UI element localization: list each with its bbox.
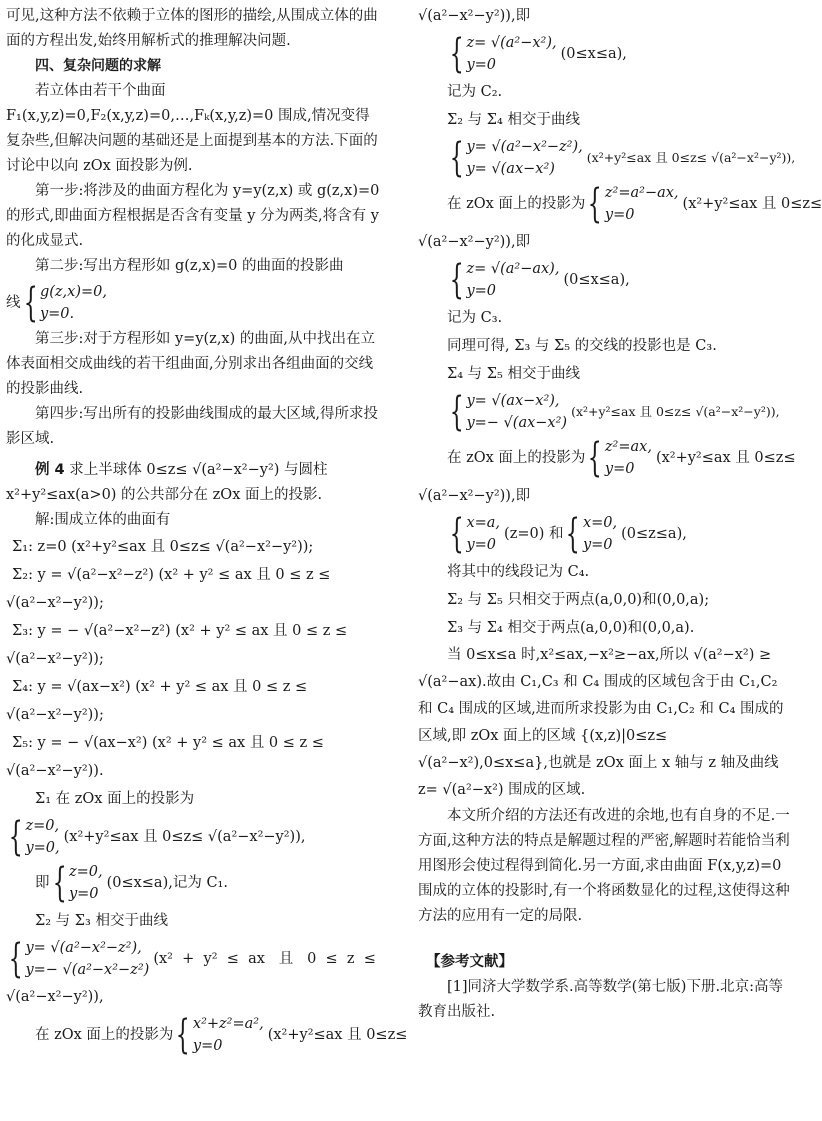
step-three: 第三步:对于方程形如 y=y(z,x) 的曲面,从中找出在立体表面相交成曲线的若干组曲面,分别求出各组曲面的交线的投影曲线.: [6, 331, 375, 397]
sigma-4-5-tail: √(a²−x²−y²)),即: [418, 488, 531, 504]
left-brace-icon: {: [449, 511, 464, 557]
reference-1: [1]同济大学数学系.高等数学(第七版)下册.北京:高等教育出版社.: [418, 979, 783, 1020]
segment-systems: { x=a, y=0 (z=0) 和 { x=0, y=0 (0≤z≤a),: [449, 511, 687, 557]
surface-1: Σ₁: z=0 (x²+y²≤ax 且 0≤z≤ √(a²−x²−y²));: [12, 539, 314, 555]
sigma-2-4-tail: √(a²−x²−y²)),即: [418, 234, 531, 250]
c3-system: { z= √(a²−ax), y=0 (0≤x≤a),: [449, 257, 630, 303]
surface-2: Σ₂: y = √(a²−x²−z²) (x² + y² ≤ ax 且 0 ≤ z ≤: [12, 567, 331, 583]
left-brace-icon: {: [176, 1012, 191, 1058]
projection-1-system: { z=0, y=0, (x²+y²≤ax 且 0≤z≤ √(a²−x²−y²)),: [8, 814, 306, 860]
final-paragraph: 本文所介绍的方法还有改进的余地,也有自身的不足.一方面,这种方法的特点是解题过程的严密,解题时若能恰当利用图形会使过程得到简化.另一方面,求由曲面 F(x,y,z)=0 围成的立体的投影时,有一个将函数显化的过程,这使得这种方法的应用有一定的局限.: [418, 808, 790, 924]
complex-paragraph: 若立体由若干个曲面 F₁(x,y,z)=0,F₂(x,y,z)=0,…,Fₖ(x,y,z)=0 围成,情况变得复杂些,但解决问题的基础还是上面提到基本的方法.下面的讨论中以向 zOx 面投影为例.: [6, 83, 378, 174]
step-two-system: 线 { g(z,x)=0, y=0.: [6, 280, 107, 326]
sigma-2-3-text: Σ₂ 与 Σ₃ 相交于曲线: [35, 913, 168, 929]
example-text: 求上半球体 0≤z≤ √(a²−x²−y²) 与圆柱 x²+y²≤ax(a>0) 的公共部分在 zOx 面上的投影.: [6, 462, 328, 503]
sigma-4-5-system: { y= √(ax−x²), y=− √(ax−x²) (x²+y²≤ax 且 0≤z≤ √(a²−x²−y²)),: [449, 389, 780, 435]
left-brace-icon: {: [52, 860, 67, 906]
sigma-2-4-system: { y= √(a²−x²−z²), y= √(ax−x²) (x²+y²≤ax 且 0≤z≤ √(a²−x²−y²)),: [449, 135, 796, 181]
left-brace-icon: {: [449, 257, 464, 303]
left-brace-icon: {: [566, 511, 581, 557]
sigma-4-5-projection: 在 zOx 面上的投影为 { z²=ax, y=0 (x²+y²≤ax 且 0≤z≤: [447, 435, 796, 481]
sigma-2-4-projection: 在 zOx 面上的投影为 { z²=a²−ax, y=0 (x²+y²≤ax 且 0≤z≤: [447, 181, 822, 227]
left-brace-icon: {: [449, 31, 464, 77]
section-heading: 四、复杂问题的求解: [35, 58, 161, 74]
left-brace-icon: {: [449, 389, 464, 435]
step-two: 第二步:写出方程形如 g(z,x)=0 的曲面的投影曲: [35, 258, 344, 274]
same-projection: 同理可得, Σ₃ 与 Σ₅ 的交线的投影也是 C₃.: [447, 338, 717, 354]
surface-5: Σ₅: y = − √(ax−x²) (x² + y² ≤ ax 且 0 ≤ z ≤: [12, 735, 324, 751]
c2-note: 记为 C₂.: [447, 84, 503, 100]
left-brace-icon: {: [23, 280, 38, 326]
surface-3: Σ₃: y = − √(a²−x²−z²) (x² + y² ≤ ax 且 0 ≤ z ≤: [12, 623, 348, 639]
surface-5-tail: √(a²−x²−y²)).: [6, 763, 104, 779]
right-top-line: √(a²−x²−y²)),即: [418, 8, 531, 24]
sigma-2-3-tail: √(a²−x²−y²)),: [6, 989, 104, 1005]
sigma-2-5: Σ₂ 与 Σ₅ 只相交于两点(a,0,0)和(0,0,a);: [447, 592, 710, 608]
example-label: 例 4: [35, 462, 65, 478]
surface-3-tail: √(a²−x²−y²));: [6, 651, 104, 667]
sigma-2-3-projection: 在 zOx 面上的投影为 { x²+z²=a², y=0 (x²+y²≤ax 且 0≤z≤: [35, 1012, 408, 1058]
sigma-3-4: Σ₃ 与 Σ₄ 相交于两点(a,0,0)和(0,0,a).: [447, 620, 695, 636]
step-four: 第四步:写出所有的投影曲线围成的最大区域,得所求投影区域.: [6, 406, 378, 447]
left-brace-icon: {: [588, 181, 603, 227]
surface-4: Σ₄: y = √(ax−x²) (x² + y² ≤ ax 且 0 ≤ z ≤: [12, 679, 308, 695]
sigma-2-4-text: Σ₂ 与 Σ₄ 相交于曲线: [447, 112, 580, 128]
left-brace-icon: {: [588, 435, 603, 481]
surface-4-tail: √(a²−x²−y²));: [6, 707, 104, 723]
c2-system: { z= √(a²−x²), y=0 (0≤x≤a),: [449, 31, 627, 77]
left-brace-icon: {: [449, 135, 464, 181]
step-one: 第一步:将涉及的曲面方程化为 y=y(z,x) 或 g(z,x)=0 的形式,即曲面方程根据是否含有变量 y 分为两类,将含有 y 的化成显式.: [6, 183, 380, 249]
example-4: [6, 458, 384, 508]
left-brace-icon: {: [8, 814, 23, 860]
intro-paragraph: 可见,这种方法不依赖于立体的图形的描绘,从围成立体的曲面的方程出发,始终用解析式的推理解决问题.: [6, 8, 378, 49]
solution-intro: 解:围成立体的曲面有: [35, 512, 171, 528]
sigma-4-5-text: Σ₄ 与 Σ₅ 相交于曲线: [447, 366, 580, 382]
left-brace-icon: {: [8, 936, 23, 982]
references-heading: 【参考文献】: [426, 954, 513, 970]
conclusion-paragraph: 当 0≤x≤a 时,x²≤ax,−x²≥−ax,所以 √(a²−x²) ≥ √(a²−ax).故由 C₁,C₃ 和 C₄ 围成的区域包含于由 C₁,C₂ 和 C₄ 围成的区域,进而所求投影为由 C₁,C₂ 和 C₄ 围成的区域,即 zOx 面上的区域 {(x,z)|0≤z≤ √(a²−x²),0≤x≤a},也就是 zOx 面上 x 轴与 z 轴及曲线 z= √(a²−x²) 围成的区域.: [418, 647, 784, 798]
left-column: [6, 0, 408, 1059]
surface-2-tail: √(a²−x²−y²));: [6, 595, 104, 611]
c3-note: 记为 C₃.: [447, 310, 503, 326]
c4-note: 将其中的线段记为 C₄.: [447, 564, 590, 580]
sigma-2-3-system: { y= √(a²−x²−z²), y=− √(a²−x²−z²) (x² + y² ≤ ax 且 0 ≤ z ≤: [8, 936, 376, 982]
c1-system: 即 { z=0, y=0 (0≤x≤a),记为 C₁.: [35, 860, 228, 906]
right-column: [418, 0, 822, 1025]
projection-1-text: Σ₁ 在 zOx 面上的投影为: [35, 791, 195, 807]
